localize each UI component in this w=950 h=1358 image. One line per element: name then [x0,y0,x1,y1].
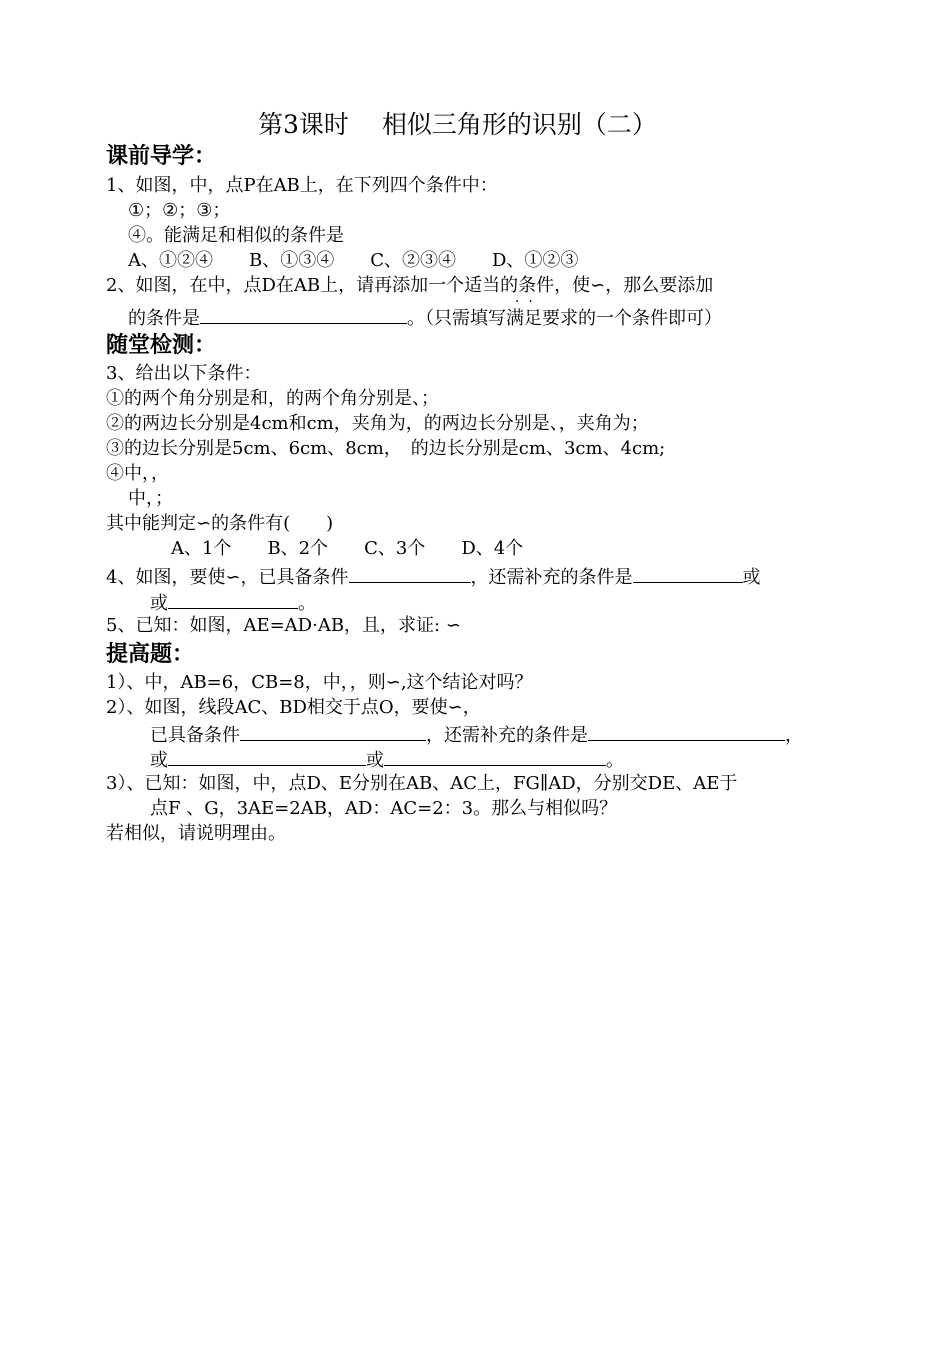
adv2-text-4: 或 [150,750,168,771]
q4-line2 [150,589,316,616]
adv3-line2: 点F 、G，3AE=2AB，AD：AC=2：3。那么与相似吗？ [150,798,618,819]
adv2-line3 [150,746,624,773]
q3-cond-3: ③的边长分别是5cm、6cm、8cm， 的边长分别是cm、3cm、4cm; [106,438,666,459]
section-advanced: 提高题： [106,642,195,667]
adv3-line3: 若相似，请说明理由。 [106,823,286,844]
q2-prefix: 的条件是 [128,308,200,329]
q3-options: A、1个 B、2个 C、3个 D、4个 [171,538,524,559]
q3-stem: 3、给出以下条件： [106,363,262,384]
q3-cond-4a: ④中，， [106,463,169,484]
q2-line2 [128,304,722,331]
q3-ask: 其中能判定∽的条件有( ) [106,513,334,534]
adv2-blank-needed-1[interactable] [588,721,785,741]
emphasis-dots: · · [515,294,533,310]
q4-text-1: 4、如图，要使∽，已具备条件 [106,567,349,588]
q3-cond-2: ②的两边长分别是4cm和cm，夹角为，的两边长分别是、，夹角为； [106,413,649,434]
adv2-text-3: ， [785,725,803,746]
adv2-line2 [150,721,803,748]
q1-stem: 1、如图，中，点P在AB上，在下列四个条件中： [106,175,498,196]
q4-blank-needed-2[interactable] [168,589,298,609]
adv2-blank-needed-2[interactable] [168,746,366,766]
q1-conditions-a: ①；②；③； [128,200,231,221]
q2-answer-blank[interactable] [200,304,407,324]
q4-text-4: 或 [150,593,168,614]
section-preview: 课前导学： [106,144,217,169]
q1-options: A、①②④ B、①③④ C、②③④ D、①②③ [128,250,579,271]
q4-blank-needed-1[interactable] [633,563,743,583]
q1-conditions-b: ④。能满足和相似的条件是 [128,225,344,246]
q5-text: 5、已知：如图，AE=AD·AB，且，求证: ∽ [106,615,461,636]
adv2-text-1: 已具备条件 [150,725,240,746]
q4-line1 [106,563,761,590]
q4-text-3: 或 [742,567,761,588]
adv1-text: 1）、中，AB=6，CB=8，中，，则∽,这个结论对吗？ [106,672,533,693]
adv2-text-2: ，还需补充的条件是 [426,725,588,746]
q4-text-5: 。 [298,593,316,614]
adv2-text-6: 。 [606,750,624,771]
adv2-line1: 2）、如图，线段AC、BD相交于点O，要使∽， [106,697,481,718]
q3-cond-1: ①的两个角分别是和，的两个角分别是、； [106,388,439,409]
adv2-blank-given[interactable] [240,721,426,741]
section-check: 随堂检测： [106,333,217,358]
q2-line1: 2、如图，在中，点D在AB上，请再添加一个适当的条件，使∽，那么要添加 [106,275,714,296]
page-title: 第3课时 相似三角形的识别（二） [258,110,657,139]
q4-text-2: ，还需补充的条件是 [470,567,633,588]
q4-blank-given[interactable] [349,563,471,583]
q2-suffix: 。（只需填写满足要求的一个条件即可） [407,308,722,329]
adv2-text-5: 或 [366,750,384,771]
q3-cond-4b: 中，； [128,488,173,509]
adv2-blank-needed-3[interactable] [384,746,606,766]
adv3-line1: 3）、已知：如图，中，点D、E分别在AB、AC上，FG∥AD，分别交DE、AE于 [106,773,738,794]
